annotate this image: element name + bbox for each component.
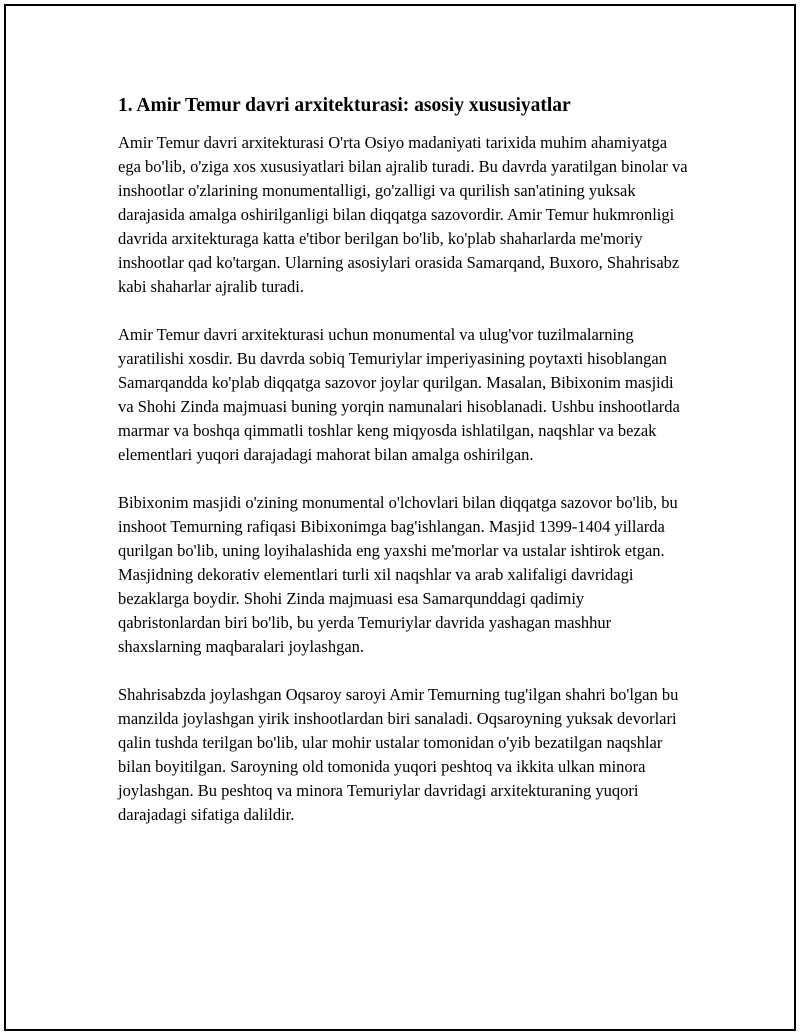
paragraph-3: Bibixonim masjidi o'zining monumental o'lchovlari bilan diqqatga sazovor bo'lib, bu inshoot Temurning rafiqasi Bibixonimga bag'ishlangan. Masjid 1399-1404 yillarda qurilgan bo'lib, uning loyihalashida eng yaxshi me'morlar va ustalar ishtirok etgan. Masjidning dekorativ elementlari turli xil naqshlar va arab xalifaligi davridagi bezaklarga boydir. Shohi Zinda majmuasi esa Samarqunddagi qadimiy qabristonlardan biri bo'lib, bu yerda Temuriylar davrida yashagan mashhur shaxslarning maqbaralari joylashgan.: [118, 493, 678, 656]
paragraph-1: Amir Temur davri arxitekturasi O'rta Osiyo madaniyati tarixida muhim ahamiyatga ega bo'lib, o'ziga xos xususiyatlari bilan ajralib turadi. Bu davrda yaratilgan binolar va inshootlar o'zlarining monumentalligi, go'zalligi va qurilish san'atining yuksak darajasida amalga oshirilganligi bilan diqqatga sazovordir. Amir Temur hukmronligi davrida arxitekturaga katta e'tibor berilgan bo'lib, ko'plab shaharlarda me'moriy inshootlar qad ko'targan. Ularning asosiylari orasida Samarqand, Buxoro, Shahrisabz kabi shaharlar ajralib turadi.: [118, 133, 688, 296]
section-heading: 1. Amir Temur davri arxitekturasi: asosiy xususiyatlar: [118, 95, 571, 116]
document-body: [118, 94, 688, 851]
paragraph-4: Shahrisabzda joylashgan Oqsaroy saroyi Amir Temurning tug'ilgan shahri bo'lgan bu manzilda joylashgan yirik inshootlardan biri sanaladi. Oqsaroyning yuksak devorlari qalin tushda terilgan bo'lib, ular mohir ustalar tomonidan o'yib bezatilgan naqshlar bilan boyitilgan. Saroyning old tomonida yuqori peshtoq va ikkita ulkan minora joylashgan. Bu peshtoq va minora Temuriylar davridagi arxitekturaning yuqori darajadagi sifatiga dalildir.: [118, 685, 679, 824]
paragraph-2: Amir Temur davri arxitekturasi uchun monumental va ulug'vor tuzilmalarning yaratilishi xosdir. Bu davrda sobiq Temuriylar imperiyasining poytaxti hisoblangan Samarqandda ko'plab diqqatga sazovor joylar qurilgan. Masalan, Bibixonim masjidi va Shohi Zinda majmuasi buning yorqin namunalari hisoblanadi. Ushbu inshootlarda marmar va boshqa qimmatli toshlar keng miqyosda ishlatilgan, naqshlar va bezak elementlari yuqori darajadagi mahorat bilan amalga oshirilgan.: [118, 325, 680, 464]
